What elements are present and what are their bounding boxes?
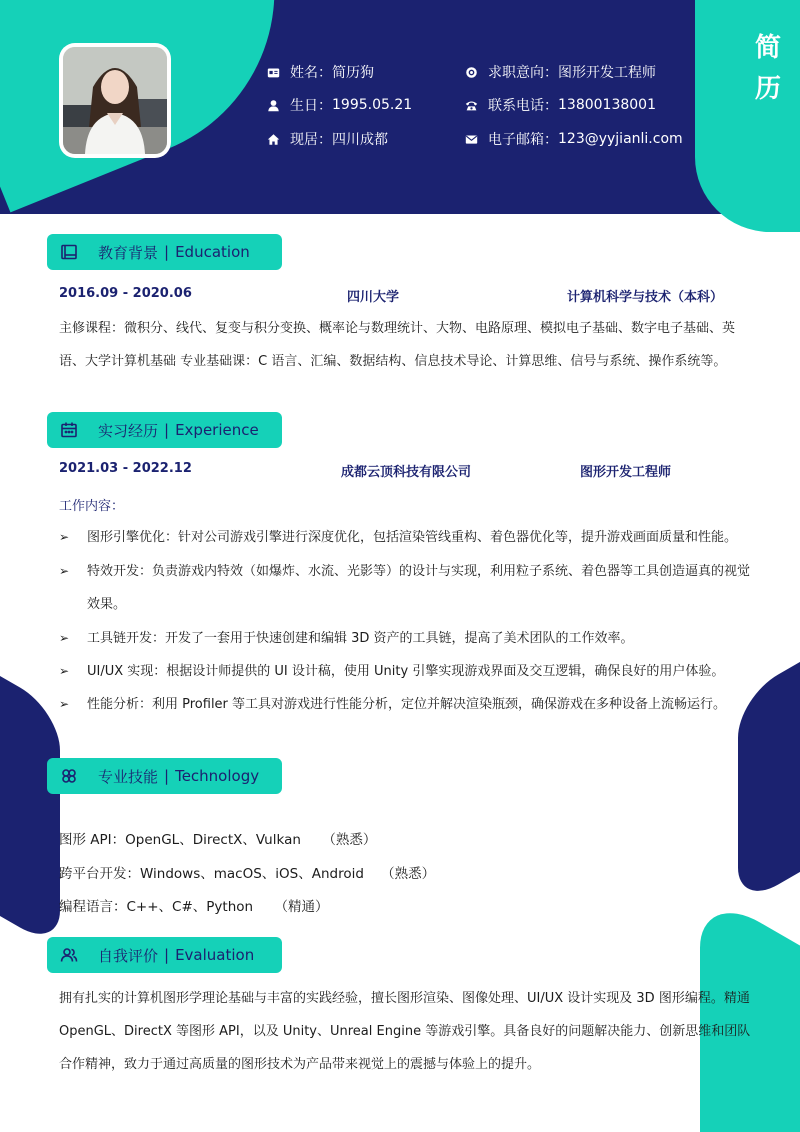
email-label: 电子邮箱 ：: [488, 129, 558, 149]
education-courses: 主修课程：微积分、线代、复变与积分变换、概率论与数理统计、大物、电路原理、模拟电子基础、数字电子基础、英语、大学计算机基础 专业基础课：C 语言、汇编、数据结构、信息技术导论、计算思维、信号与系统、操作系统等。: [59, 321, 736, 369]
phone-label: 联系电话 ：: [488, 95, 558, 115]
experience-row: [59, 461, 749, 483]
skill-item: 图形 API：OpenGL、DirectX、Vulkan （熟悉）: [59, 832, 377, 848]
section-skills-header: [47, 758, 282, 794]
skill-item: 跨平台开发：Windows、macOS、iOS、Android （熟悉）: [59, 866, 436, 882]
job-intention-value: 图形开发工程师: [558, 65, 656, 81]
list-item-text: 特效开发：负责游戏内特效（如爆炸、水流、光影等）的设计与实现，利用粒子系统、着色器等工具创造逼真的视觉效果。: [87, 564, 751, 612]
id-card-icon: [266, 65, 280, 79]
list-item: [59, 521, 759, 554]
person-icon: [266, 98, 280, 112]
phone-value[interactable]: 13800138001: [558, 97, 656, 113]
name-row: [266, 62, 374, 82]
portrait-image: [63, 47, 167, 154]
job-intention-label: 求职意向 ：: [488, 62, 558, 82]
name-label: 姓名 ：: [290, 62, 332, 82]
list-item: [59, 622, 759, 655]
section-title-en: Technology: [175, 767, 260, 785]
birthday-row: [266, 95, 412, 115]
section-experience-header: [47, 412, 282, 448]
arrow-bullet-icon: ➢: [59, 564, 70, 578]
list-item-text: UI/UX 实现：根据设计师提供的 UI 设计稿，使用 Unity 引擎实现游戏界面及交互逻辑，确保良好的用户体验。: [87, 664, 725, 679]
experience-period: 2021.03 - 2022.12: [59, 461, 192, 476]
list-item-text: 性能分析：利用 Profiler 等工具对游戏进行性能分析，定位并解决渲染瓶颈，确保游戏在多种设备上流畅运行。: [87, 697, 727, 712]
section-title-cn: 自我评价: [98, 946, 159, 965]
list-item: [59, 655, 759, 688]
birthday-label: 生日 ：: [290, 95, 332, 115]
home-icon: [266, 132, 280, 146]
section-separator: |: [164, 243, 170, 261]
section-separator: |: [164, 946, 170, 964]
email-row: [464, 129, 683, 149]
evaluation-text: 拥有扎实的计算机图形学理论基础与丰富的实践经验，擅长图形渲染、图像处理、UI/UX 设计实现及 3D 图形编程。精通 OpenGL、DirectX 等图形 API，以及 Unity、Unreal Engine 等游戏引擎。具备良好的问题解决能力、创新思维和团队合作精神，致力于通过高质量的图形技术为产品带来视觉上的震撼与体验上的提升。: [59, 991, 751, 1072]
list-item: [59, 555, 759, 621]
arrow-bullet-icon: ➢: [59, 697, 70, 711]
residence-value: 四川成都: [332, 132, 388, 148]
section-title-cn: 专业技能: [98, 767, 159, 786]
phone-row: [464, 95, 656, 115]
residence-row: [266, 129, 388, 149]
calendar-icon: [60, 421, 78, 439]
clover-icon: [60, 767, 78, 785]
title-char: 历: [754, 74, 781, 104]
education-period: 2016.09 - 2020.06: [59, 286, 192, 301]
work-content-label: 工作内容：: [59, 499, 125, 514]
arrow-bullet-icon: ➢: [59, 664, 70, 678]
phone-icon: [464, 98, 478, 112]
list-item-text: 图形引擎优化：针对公司游戏引擎进行深度优化，包括渲染管线重构、着色器优化等，提升游戏画面质量和性能。: [87, 530, 738, 545]
list-item-text: 工具链开发：开发了一套用于快速创建和编辑 3D 资产的工具链，提高了美术团队的工作效率。: [87, 631, 634, 646]
arrow-bullet-icon: ➢: [59, 631, 70, 645]
title-char: 简: [754, 33, 781, 63]
section-title-cn: 实习经历: [98, 421, 159, 440]
residence-label: 现居 ：: [290, 129, 332, 149]
experience-company: 成都云顶科技有限公司: [341, 465, 472, 480]
arrow-bullet-icon: ➢: [59, 530, 70, 544]
section-education-header: [47, 234, 282, 270]
target-icon: [464, 65, 478, 79]
users-icon: [60, 946, 78, 964]
book-icon: [60, 243, 78, 261]
education-school: 四川大学: [347, 290, 400, 305]
section-title-cn: 教育背景: [98, 243, 159, 262]
job-intention-row: [464, 62, 656, 82]
education-major: 计算机科学与技术（本科）: [567, 290, 724, 305]
experience-position: 图形开发工程师: [580, 465, 672, 480]
resume-title: [748, 28, 788, 110]
skill-item: 编程语言：C++、C#、Python （精通）: [59, 899, 329, 915]
email-value[interactable]: 123@yyjianli.com: [558, 131, 683, 147]
section-separator: |: [164, 767, 170, 785]
section-title-en: Experience: [175, 421, 259, 439]
section-title-en: Education: [175, 243, 250, 261]
education-row: [59, 286, 749, 308]
list-item: [59, 688, 759, 721]
mail-icon: [464, 132, 478, 146]
section-separator: |: [164, 421, 170, 439]
avatar: [59, 43, 171, 158]
name-value: 简历狗: [332, 65, 374, 81]
section-title-en: Evaluation: [175, 946, 255, 964]
section-evaluation-header: [47, 937, 282, 973]
birthday-value: 1995.05.21: [332, 97, 413, 113]
